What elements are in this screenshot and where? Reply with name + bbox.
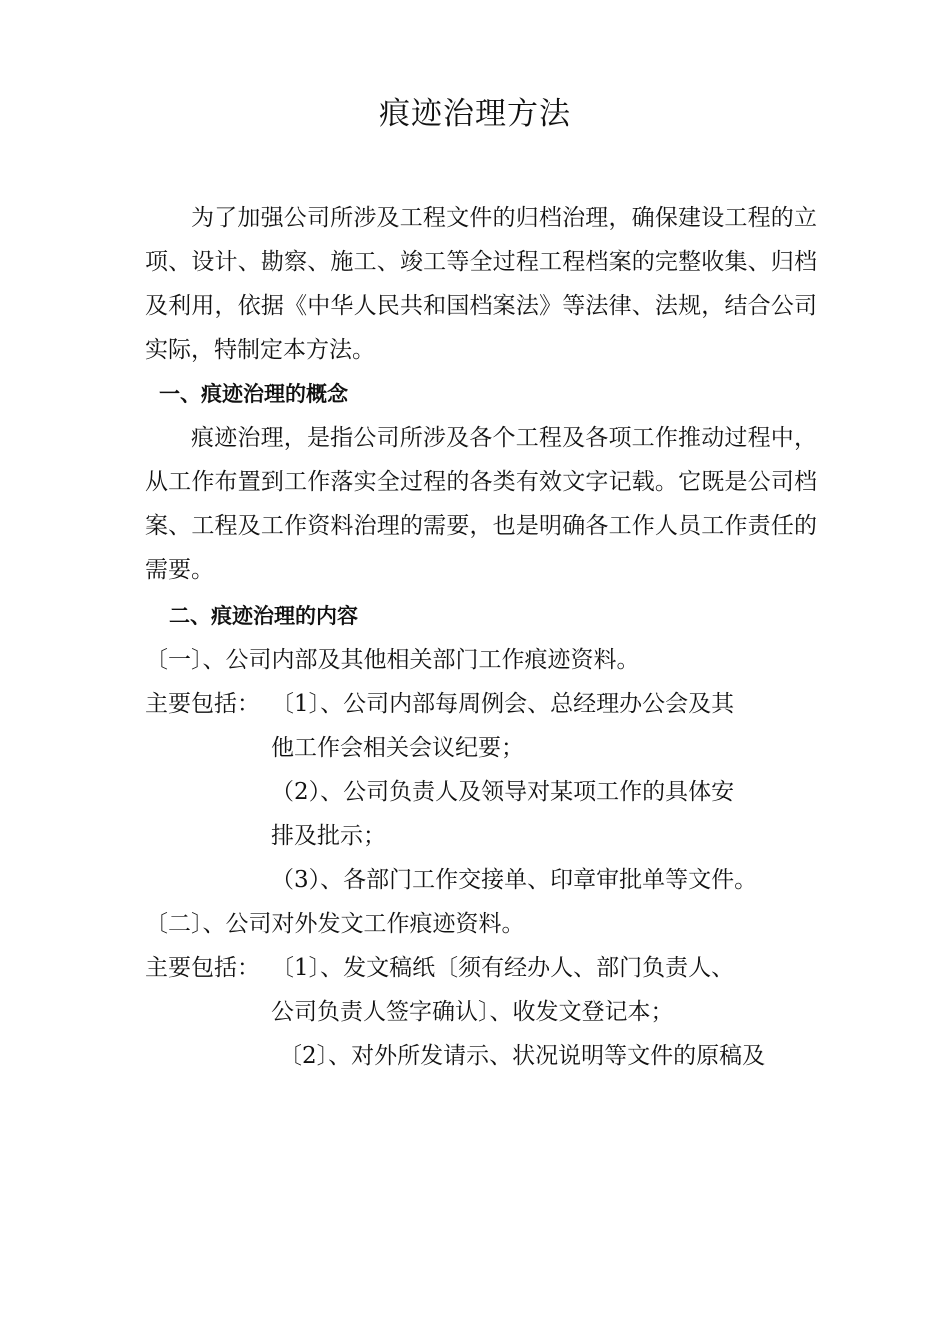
- section-heading-concept: 一、痕迹治理的概念: [159, 382, 348, 406]
- list-item-line: 〔1〕、公司内部每周例会、总经理办公会及其: [271, 691, 735, 717]
- list-item-line: （2）、公司负责人及领导对某项工作的具体安: [271, 779, 735, 805]
- document-title: 痕迹治理方法: [379, 96, 571, 132]
- document-body: [145, 196, 817, 1078]
- section-heading-content: 二、痕迹治理的内容: [169, 604, 358, 628]
- list-item-line: 他工作会相关会议纪要；: [271, 735, 524, 761]
- internal-list: [145, 682, 817, 902]
- concept-paragraph: 痕迹治理，是指公司所涉及各个工程及各项工作推动过程中，从工作布置到工作落实全过程的各类有效文字记载。它既是公司档案、工程及工作资料治理的需要，也是明确各工作人员工作责任的需要。: [145, 425, 817, 583]
- list-item-line: 排及批示；: [271, 823, 386, 849]
- list-lead-label: 主要包括：: [145, 955, 260, 981]
- list-item-line: 公司负责人签字确认〕、收发文登记本；: [271, 999, 674, 1025]
- external-list: [145, 946, 817, 1078]
- list-lead-label: 主要包括：: [145, 691, 260, 717]
- subsection-title-internal: 〔一〕、公司内部及其他相关部门工作痕迹资料。: [145, 647, 640, 673]
- list-item: [271, 946, 817, 1034]
- intro-paragraph: 为了加强公司所涉及工程文件的归档治理，确保建设工程的立项、设计、勘察、施工、竣工等全过程工程档案的完整收集、归档及利用，依据《中华人民共和国档案法》等法律、法规，结合公司实际，特制定本方法。: [145, 205, 817, 363]
- list-item-line: （3）、各部门工作交接单、印章审批单等文件。: [271, 867, 758, 893]
- list-item: [271, 682, 817, 770]
- list-item-line: 〔2〕、对外所发请示、状况说明等文件的原稿及: [279, 1043, 766, 1069]
- list-item: [271, 858, 817, 902]
- list-item: [271, 1034, 817, 1078]
- list-item: [271, 770, 817, 858]
- list-item-line: 〔1〕、发文稿纸〔须有经办人、部门负责人、: [271, 955, 735, 981]
- subsection-title-external: 〔二〕、公司对外发文工作痕迹资料。: [145, 911, 525, 937]
